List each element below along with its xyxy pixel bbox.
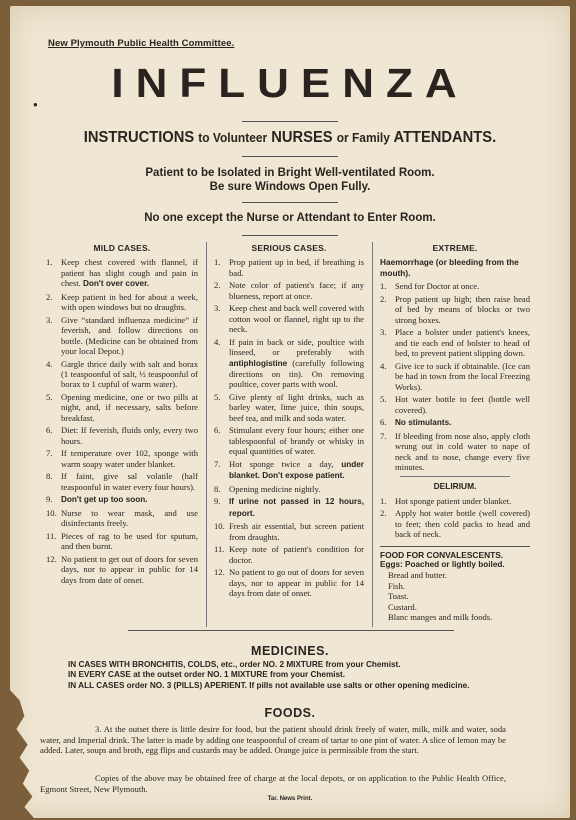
list-item xyxy=(380,294,530,325)
item-text-bold: No stimulants. xyxy=(395,418,452,428)
item-number: 2. xyxy=(380,294,387,304)
list-item xyxy=(214,257,364,278)
list-item xyxy=(214,303,364,334)
item-text-plain: Prop patient up in bed, if breathing is bad. xyxy=(229,257,364,278)
subtitle-part: to Volunteer xyxy=(198,130,268,145)
item-number: 5. xyxy=(46,392,53,403)
item-number: 6. xyxy=(380,417,387,428)
food-item: Bread and butter. xyxy=(388,570,447,581)
item-text-plain: Stimulant every four hours; either one tablespoonful of brandy or whisky in equal quantities of water. xyxy=(229,425,364,457)
item-number: 4. xyxy=(380,360,387,371)
item-text xyxy=(61,508,198,529)
copies-notice: Copies of the above may be obtained free of charge at the local depots, or on application to the Public Health Office, Egmont Street, New Plymouth. xyxy=(40,773,506,794)
isolation-line: Patient to be Isolated in Bright Well-ventilated Room. xyxy=(145,167,435,179)
item-text xyxy=(61,448,198,469)
item-number: 3. xyxy=(46,314,53,325)
item-number: 7. xyxy=(380,430,387,441)
item-text-plain: Keep chest covered with flannel, if patient has slight cough and pain in chest. xyxy=(61,257,198,289)
list-item xyxy=(214,567,364,598)
list-item xyxy=(214,484,364,494)
item-text xyxy=(229,392,364,423)
item-number: 2. xyxy=(214,280,221,291)
extreme-heading: EXTREME. xyxy=(432,243,478,253)
medicine-line: IN CASES WITH BRONCHITIS, COLDS, etc., order NO. 2 MIXTURE from your Chemist. xyxy=(68,660,401,669)
item-text xyxy=(61,471,198,492)
item-text-plain: Keep note of patient's condition for doctor. xyxy=(229,544,364,565)
list-item xyxy=(214,392,364,423)
item-text-plain: Diet: If feverish, fluids only, every two hours. xyxy=(61,425,198,446)
list-item xyxy=(380,327,530,358)
item-number: 6. xyxy=(46,425,53,436)
convalescent-food xyxy=(380,546,530,623)
item-text xyxy=(395,394,530,415)
item-number: 1. xyxy=(46,257,53,268)
extreme-list xyxy=(380,281,530,472)
divider xyxy=(242,235,338,236)
item-number: 12. xyxy=(46,554,57,565)
list-item xyxy=(46,425,198,446)
item-text-plain: Send for Doctor at once. xyxy=(395,281,480,292)
list-item xyxy=(214,337,364,390)
item-number: 2. xyxy=(46,291,53,302)
item-text-plain: If pain in back or side, poultice with linseed, or preferably with xyxy=(229,336,364,358)
item-text-plain: If bleeding from nose also, apply cloth wrung out in cold water to nape of neck and to nose, change every five minutes. xyxy=(395,430,530,473)
serious-cases-heading: SERIOUS CASES. xyxy=(251,243,327,253)
subtitle-part: INSTRUCTIONS xyxy=(83,129,195,146)
item-text-plain: If temperature over 102, sponge with warm soapy water under blanket. xyxy=(61,448,198,469)
foods-title: FOODS. xyxy=(264,706,316,720)
item-text xyxy=(61,359,198,390)
item-text-plain: Keep chest and back well covered with cotton wool or flannel, right up to the neck. xyxy=(229,303,364,335)
poster-sheet xyxy=(10,6,570,818)
item-number: 1. xyxy=(380,281,387,292)
ink-mark: ● xyxy=(33,100,38,109)
item-number: 5. xyxy=(380,394,387,405)
item-number: 9. xyxy=(46,494,53,505)
item-number: 12. xyxy=(214,567,225,578)
subtitle-part: or Family xyxy=(336,130,390,145)
item-text xyxy=(395,327,530,358)
item-text-bold: Don't get up too soon. xyxy=(61,495,148,505)
item-text-plain: If faint, give sal volatile (half teaspoonful in water every four hours). xyxy=(61,471,198,492)
list-item xyxy=(380,281,530,291)
item-number: 10. xyxy=(46,508,57,519)
item-text xyxy=(395,417,530,428)
item-text-after: (carefully following directions on tin). On removing poultice, cover parts with wool. xyxy=(229,357,364,390)
list-item xyxy=(214,459,364,482)
list-item xyxy=(46,359,198,390)
item-number: 7. xyxy=(214,458,221,469)
item-text xyxy=(229,337,364,390)
committee-heading: New Plymouth Public Health Committee. xyxy=(48,38,235,49)
item-text-bold: Don't over cover. xyxy=(82,279,150,289)
item-number: 11. xyxy=(46,531,57,542)
item-text xyxy=(61,292,198,313)
item-text-plain: Opening medicine, one or two pills at night, and, if necessary, salts before breakfast. xyxy=(61,392,198,423)
item-text xyxy=(229,459,364,482)
item-text-bold: If urine not passed in 12 hours, report. xyxy=(229,497,364,518)
item-text-bold: under blanket. Don't expose patient. xyxy=(229,459,364,481)
mild-cases-column xyxy=(46,243,198,587)
item-text-plain: Pieces of rag to be used for sputum, and then burnt. xyxy=(61,531,198,552)
item-text-plain: Nurse to wear mask, and use disinfectants freely. xyxy=(61,508,198,529)
item-text xyxy=(229,280,364,301)
item-number: 4. xyxy=(46,358,53,369)
item-text-plain: Apply hot water bottle (well covered) to feet; then cold packs to head and back of neck. xyxy=(395,508,530,540)
list-item xyxy=(214,521,364,542)
item-number: 9. xyxy=(214,496,221,507)
food-item: Blanc manges and milk foods. xyxy=(388,612,493,623)
item-number: 3. xyxy=(380,327,387,338)
entry-notice: No one except the Nurse or Attendant to Enter Room. xyxy=(144,212,436,224)
item-number: 6. xyxy=(214,425,221,436)
item-text xyxy=(61,392,198,423)
item-text xyxy=(229,496,364,519)
serious-cases-list xyxy=(214,257,364,598)
item-text xyxy=(61,494,198,505)
item-text xyxy=(61,315,198,357)
list-item xyxy=(46,508,198,529)
list-item xyxy=(380,394,530,415)
list-item xyxy=(46,315,198,357)
food-item: Custard. xyxy=(388,601,417,612)
list-item xyxy=(46,494,198,505)
item-text xyxy=(395,496,530,506)
item-text-plain: Place a bolster under patient's knees, and tie each end of bolster to head of bed, to prevent patient slipping down. xyxy=(395,327,530,359)
item-text-plain: Hot water bottle to feet (bottle well covered). xyxy=(395,394,530,415)
item-text xyxy=(61,425,198,446)
list-item xyxy=(46,392,198,423)
list-item xyxy=(380,508,530,539)
list-item xyxy=(46,531,198,552)
item-number: 10. xyxy=(214,521,225,532)
list-item xyxy=(46,554,198,585)
item-text xyxy=(395,361,530,392)
item-text xyxy=(395,281,530,291)
list-item xyxy=(214,496,364,519)
divider xyxy=(242,202,338,203)
item-text xyxy=(229,257,364,278)
item-number: 1. xyxy=(380,495,387,506)
food-item: Fish. xyxy=(388,580,405,591)
column-divider xyxy=(372,242,373,627)
list-item xyxy=(46,471,198,492)
isolation-line: Be sure Windows Open Fully. xyxy=(209,181,371,193)
list-item xyxy=(380,431,530,473)
item-number: 2. xyxy=(380,508,387,519)
item-number: 7. xyxy=(46,448,53,459)
item-number: 8. xyxy=(214,483,221,494)
item-text xyxy=(395,431,530,473)
list-item xyxy=(214,544,364,565)
foods-paragraph: 3. At the outset there is little desire for food, but the patient should drink freely of water, milk, milk and water, soda water, and Imperial drink. The latter is made by adding one teaspoonful of cream of tartar to one pint of water. A slice of lemon may be added. Later, soups and broth, egg flips and custards may be added. Orange juice is permissible from the start. xyxy=(40,724,506,756)
divider xyxy=(242,121,338,122)
list-item xyxy=(380,417,530,428)
food-list xyxy=(380,570,530,622)
list-item xyxy=(214,280,364,301)
item-text-plain: Hot sponge patient under blanket. xyxy=(395,495,512,506)
extreme-column xyxy=(380,243,530,623)
item-text-plain: Note color of patient's face; if any blueness, report at once. xyxy=(229,280,364,301)
item-text xyxy=(61,257,198,289)
item-text-plain: Give plenty of light drinks, such as barley water, lime juice, thin soups, beef tea, and milk and soda water. xyxy=(229,392,364,423)
item-text xyxy=(229,544,364,565)
item-text-plain: Fresh air essential, but screen patient from draughts. xyxy=(229,521,364,542)
subtitle xyxy=(32,129,547,147)
medicine-line: IN ALL CASES order NO. 3 (PILLS) APERIENT. If pills not available use salts or other opening medicine. xyxy=(68,680,470,690)
haemorrhage-intro: Haemorrhage (or bleeding from the mouth). xyxy=(380,257,519,278)
delirium-heading: DELIRIUM. xyxy=(433,481,477,492)
divider xyxy=(400,476,510,477)
divider xyxy=(128,630,454,631)
mild-cases-list xyxy=(46,257,198,585)
item-text xyxy=(61,531,198,552)
item-text-plain: Keep patient in bed for about a week, with open windows but no draughts. xyxy=(61,291,198,313)
food-item: Toast. xyxy=(388,591,409,602)
medicines-title: MEDICINES. xyxy=(251,644,329,658)
list-item xyxy=(380,496,530,506)
mild-cases-heading: MILD CASES. xyxy=(93,243,151,253)
item-text xyxy=(229,425,364,456)
item-text-plain: Prop patient up high; then raise head of bed by means of blocks or two strong boxes. xyxy=(395,294,530,325)
medicine-line: IN EVERY CASE at the outset order NO. 1 MIXTURE from your Chemist. xyxy=(68,670,346,680)
item-number: 3. xyxy=(214,303,221,314)
food-intro: Eggs: Poached or lightly boiled. xyxy=(380,560,505,570)
item-number: 4. xyxy=(214,336,221,347)
divider xyxy=(242,156,338,157)
item-text xyxy=(395,294,530,325)
item-text xyxy=(395,508,530,539)
subtitle-part: ATTENDANTS. xyxy=(393,129,497,146)
item-text xyxy=(229,521,364,542)
item-number: 8. xyxy=(46,471,53,482)
list-item xyxy=(46,448,198,469)
list-item xyxy=(214,425,364,456)
isolation-notice xyxy=(10,166,570,194)
item-text-plain: Opening medicine nightly. xyxy=(229,483,321,494)
item-text-plain: No patient to go out of doors for seven days, nor to appear in public for 14 days from date of onset. xyxy=(229,567,364,599)
item-text-plain: Gargle thrice daily with salt and borax (1 teaspoonful of salt, ½ teaspoonful of borax to 1 cupful of warm water). xyxy=(61,358,198,390)
item-text-bold: antiphlogistine xyxy=(229,358,288,368)
delirium-list xyxy=(380,496,530,540)
page-title: INFLUENZA xyxy=(111,61,469,107)
item-number: 11. xyxy=(214,544,225,555)
item-text-plain: Give “standard influenza medicine” if feverish, and follow directions on bottle. (Medicine can be obtained from your local Depot.) xyxy=(61,314,198,357)
medicines-lines xyxy=(68,660,518,691)
item-text xyxy=(229,303,364,334)
item-text xyxy=(61,554,198,585)
item-number: 5. xyxy=(214,392,221,403)
column-divider xyxy=(206,242,207,627)
printer-imprint: Tar. News Print. xyxy=(267,796,313,802)
item-number: 1. xyxy=(214,257,221,268)
list-item xyxy=(46,257,198,289)
item-text xyxy=(229,567,364,598)
item-text xyxy=(229,484,364,494)
item-text-plain: Give ice to suck if obtainable. (Ice can be had in town from the local Freezing Works). xyxy=(395,360,530,392)
list-item xyxy=(380,361,530,392)
item-text-plain: Hot sponge twice a day, xyxy=(229,458,342,469)
subtitle-part: NURSES xyxy=(271,129,333,146)
item-text-plain: No patient to get out of doors for seven days, nor to appear in public for 14 days from date of onset. xyxy=(61,554,198,585)
food-heading: FOOD FOR CONVALESCENTS. xyxy=(380,549,504,560)
list-item xyxy=(46,292,198,313)
serious-cases-column xyxy=(214,243,364,601)
